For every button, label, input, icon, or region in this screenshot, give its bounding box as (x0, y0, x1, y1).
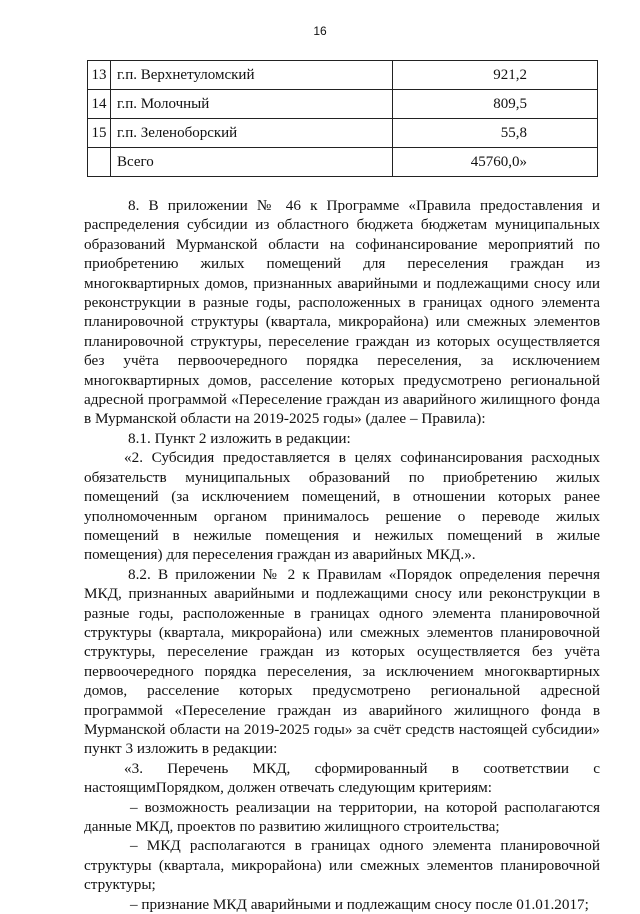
table-row (88, 61, 598, 90)
row-number (88, 148, 111, 177)
allocation-table (87, 60, 598, 177)
paragraph-8: 8. В приложении № 46 к Программе «Правила предоставления и распределения субсидии из областного бюджета бюджетам муниципальных образований Мурманской области на софинансирование мероприятий по приобретению жилых помещений для переселения граждан из многоквартирных домов, признанных аварийными и подлежащими сносу или реконструкции в разные годы, расположенных в границах одного элемента планировочной структуры (квартала, микрорайона) или смежных элементов планировочной структуры, переселение граждан из которых осуществляется без учёта первоочередного порядка переселения, за исключением многоквартирных домов, расселение которых предусмотрено региональной адресной программой «Переселение граждан из аварийного жилищного фонда в Мурманской области на 2019-2025 годы» (далее – Правила): (84, 197, 600, 428)
municipality-name: г.п. Верхнетуломский (111, 61, 393, 90)
paragraph-8-1: 8.1. Пункт 2 изложить в редакции: (128, 429, 351, 447)
amount-value: 921,2 (393, 61, 598, 90)
table-total-row (88, 148, 598, 177)
municipality-name: г.п. Зеленоборский (111, 119, 393, 148)
paragraph-8-2-quote: «3. Перечень МКД, сформированный в соответствии с настоящимПорядком, должен отвечать следующим критериям: (84, 759, 600, 797)
amount-value: 55,8 (393, 119, 598, 148)
criterion-item: – МКД располагаются в границах одного элемента планировочной структуры (квартала, микрорайона) или смежных элементов планировочной структуры; (84, 837, 600, 894)
row-number: 13 (88, 61, 111, 90)
paragraph-8-2: 8.2. В приложении № 2 к Правилам «Порядок определения перечня МКД, признанных аварийными и подлежащими сносу или реконструкции в разные годы, расположенные в границах одного элемента планировочной структуры (квартала, микрорайона) или смежных элементов планировочной структуры, переселение граждан из которых осуществляется без учёта первоочередного порядка переселения, за исключением многоквартирных домов, расселение которых предусмотрено региональной адресной программой «Переселение граждан из аварийного жилищного фонда в Мурманской области на 2019-2025 годы» за счёт средств настоящей субсидии» пункт 3 изложить в редакции: (84, 565, 600, 758)
document-body (84, 196, 600, 914)
paragraph-8-1-quote: «2. Субсидия предоставляется в целях софинансирования расходных обязательств муниципальных образований по приобретению жилых помещений (за исключением помещений, в отношении которых ранее уполномоченным органом принималось решение о переводе жилых помещений в нежилые помещения и нежилых помещений в жилые помещения) для переселения граждан из аварийных МКД.». (84, 449, 600, 564)
row-number: 14 (88, 90, 111, 119)
row-number: 15 (88, 119, 111, 148)
table-row (88, 90, 598, 119)
table-row (88, 119, 598, 148)
total-value: 45760,0» (393, 148, 598, 177)
criterion-item: – возможность реализации на территории, на которой располагаются данные МКД, проектов по развитию жилищного строительства; (84, 798, 600, 835)
municipality-name: г.п. Молочный (111, 90, 393, 119)
criterion-item: – признание МКД аварийными и подлежащим сносу после 01.01.2017; (130, 895, 589, 913)
total-label: Всего (111, 148, 393, 177)
amount-value: 809,5 (393, 90, 598, 119)
page-number: 16 (313, 24, 327, 38)
